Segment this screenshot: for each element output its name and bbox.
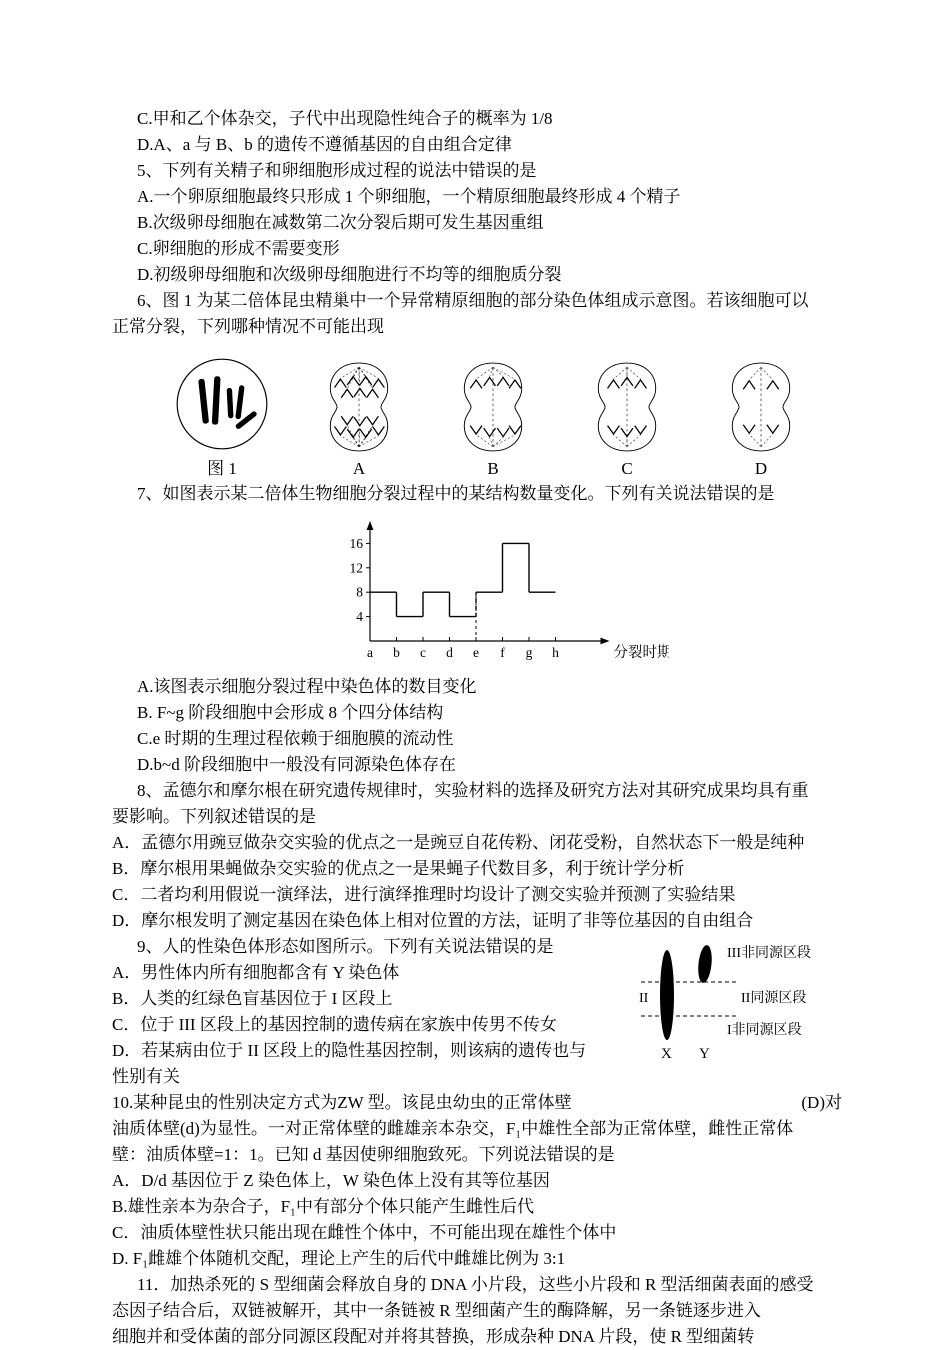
svg-text:b: b: [393, 645, 400, 660]
q8-option-b: B．摩尔根用果蝇做杂交实验的优点之一是果蝇子代数目多，利于统计学分析: [112, 859, 685, 878]
svg-text:a: a: [367, 645, 373, 660]
x-y-chromosome-diagram: [627, 934, 842, 1064]
svg-text:4: 4: [356, 609, 363, 625]
q7-option-c: C.e 时期的生理过程依赖于细胞膜的流动性: [137, 729, 454, 748]
q9-option-d-line1: D．若某病由位于 II 区段上的隐性基因控制，则该病的遗传也与: [112, 1041, 587, 1060]
region-i-label: I非同源区段: [727, 1023, 802, 1038]
q7-option-b: B. F~g 阶段细胞中会形成 8 个四分体结构: [137, 703, 444, 722]
q10-stem-line2: 油质体壁(d)为显性。一对正常体壁的雌雄亲本杂交，F₁中雄性全部为正常体壁，雌性正常体: [112, 1119, 794, 1138]
q9-option-d-line2: 性别有关: [112, 1067, 180, 1086]
q5-option-c: C.卵细胞的形成不需要变形: [137, 239, 340, 258]
q8-option-a: A．孟德尔用豌豆做杂交实验的优点之一是豌豆自花传粉、闭花受粉，自然状态下一般是纯种: [112, 833, 805, 852]
dividing-cell-diagram-a: [308, 358, 410, 456]
region-iii-label: III非同源区段: [727, 946, 811, 961]
x-chromosome-label: X: [661, 1046, 672, 1062]
q10-stem-line1-right: (D)对: [801, 1093, 842, 1112]
q7-option-a: A.该图表示细胞分裂过程中染色体的数目变化: [137, 677, 477, 696]
svg-text:16: 16: [349, 535, 363, 551]
q7-chart: [324, 513, 842, 670]
svg-text:h: h: [552, 645, 559, 660]
q6-stem-line1: 6、图 1 为某二倍体昆虫精巢中一个异常精原细胞的部分染色体组成示意图。若该细胞可以: [137, 291, 809, 310]
dividing-cell-diagram-d: [710, 358, 812, 456]
q10-option-c: C．油质体壁性状只能出现在雌性个体中，不可能出现在雄性个体中: [112, 1223, 617, 1242]
q6-figure-cell-a: [308, 358, 410, 479]
svg-text:12: 12: [349, 560, 363, 576]
q6-figure-cell-1: [168, 352, 276, 479]
q6-figure-row: [168, 352, 842, 479]
region-ii-label: II同源区段: [741, 991, 807, 1006]
svg-text:g: g: [525, 645, 533, 660]
q5-option-d: D.初级卵母细胞和次级卵母细胞进行不均等的细胞质分裂: [137, 265, 562, 284]
q9-section: [112, 934, 842, 1090]
q10-option-a: A．D/d 基因位于 Z 染色体上，W 染色体上没有其等位基因: [112, 1171, 550, 1190]
q11-stem-line2: 态因子结合后，双链被解开，其中一条链被 R 型细菌产生的酶降解，另一条链逐步进入: [112, 1301, 761, 1320]
y-chromosome-shape: [697, 944, 714, 983]
q10-stem-line1: [112, 1090, 842, 1116]
q11-stem-line3: 细胞并和受体菌的部分同源区段配对并将其替换，形成杂种 DNA 片段，使 R 型细菌转: [112, 1327, 755, 1346]
q10-stem-line1-left: 10.某种昆虫的性别决定方式为ZW 型。该昆虫幼虫的正常体壁: [112, 1093, 572, 1112]
dividing-cell-diagram-b: [442, 358, 544, 456]
y-chromosome-label: Y: [699, 1046, 710, 1062]
q4-option-c: C.甲和乙个体杂交，子代中出现隐性纯合子的概率为 1/8: [137, 109, 553, 128]
svg-text:e: e: [473, 645, 479, 660]
svg-text:c: c: [420, 645, 426, 660]
q7-stem: 7、如图表示某二倍体生物细胞分裂过程中的某结构数量变化。下列有关说法错误的是: [137, 484, 775, 503]
sex-chromosome-figure: [627, 934, 842, 1069]
q6-figure-cell-b: [442, 358, 544, 479]
q9-option-a: A．男性体内所有细胞都含有 Y 染色体: [112, 963, 400, 982]
q8-option-c: C．二者均利用假说一演绎法，进行演绎推理时均设计了测交实验并预测了实验结果: [112, 885, 736, 904]
q4-option-d: D.A、a 与 B、b 的遗传不遵循基因的自由组合定律: [137, 135, 512, 154]
q7-option-d: D.b~d 阶段细胞中一般没有同源染色体存在: [137, 755, 456, 774]
q6-figure-cell-d: [710, 358, 812, 479]
svg-text:f: f: [500, 645, 505, 660]
q8-option-d: D．摩尔根发明了测定基因在染色体上相对位置的方法，证明了非等位基因的自由组合: [112, 911, 754, 930]
abnormal-spermatogonium-cell-diagram: [168, 352, 276, 456]
dividing-cell-diagram-c: [576, 358, 678, 456]
figure-label-a: A: [352, 459, 366, 478]
figure-label-fig1: 图 1: [207, 459, 237, 478]
q6-stem-line2: 正常分裂，下列哪种情况不可能出现: [112, 317, 384, 336]
q8-stem-line2: 要影响。下列叙述错误的是: [112, 807, 316, 826]
q5-option-b: B.次级卵母细胞在减数第二次分裂后期可发生基因重组: [137, 213, 544, 232]
q9-option-b: B．人类的红绿色盲基因位于 I 区段上: [112, 989, 393, 1008]
left-region-ii-label: II: [639, 991, 649, 1006]
q9-stem: 9、人的性染色体形态如图所示。下列有关说法错误的是: [137, 937, 554, 956]
q6-figure-cell-c: [576, 358, 678, 479]
svg-text:分裂时期: 分裂时期: [613, 645, 669, 661]
q5-stem: 5、下列有关精子和卵细胞形成过程的说法中错误的是: [137, 161, 537, 180]
x-chromosome-shape: [660, 950, 674, 1040]
svg-text:8: 8: [356, 584, 363, 600]
structure-count-step-chart: [324, 513, 669, 665]
q10-stem-line3: 壁：油质体壁=1：1。已知 d 基因使卵细胞致死。下列说法错误的是: [112, 1145, 615, 1164]
q9-option-c: C．位于 III 区段上的基因控制的遗传病在家族中传男不传女: [112, 1015, 557, 1034]
q11-stem-line1: 11．加热杀死的 S 型细菌会释放自身的 DNA 小片段，这些小片段和 R 型活细菌表面的感受: [137, 1275, 814, 1294]
svg-text:d: d: [446, 645, 453, 660]
q5-option-a: A.一个卵原细胞最终只形成 1 个卵细胞，一个精原细胞最终形成 4 个精子: [137, 187, 681, 206]
figure-label-b: B: [487, 459, 499, 478]
q10-option-d: D. F₁雌雄个体随机交配，理论上产生的后代中雌雄比例为 3:1: [112, 1249, 566, 1268]
q10-option-b: B.雄性亲本为杂合子，F₁中有部分个体只能产生雌性后代: [112, 1197, 534, 1216]
figure-label-c: C: [621, 459, 633, 478]
q8-stem-line1: 8、孟德尔和摩尔根在研究遗传规律时，实验材料的选择及研究方法对其研究成果均具有重: [137, 781, 809, 800]
figure-label-d: D: [754, 459, 768, 478]
